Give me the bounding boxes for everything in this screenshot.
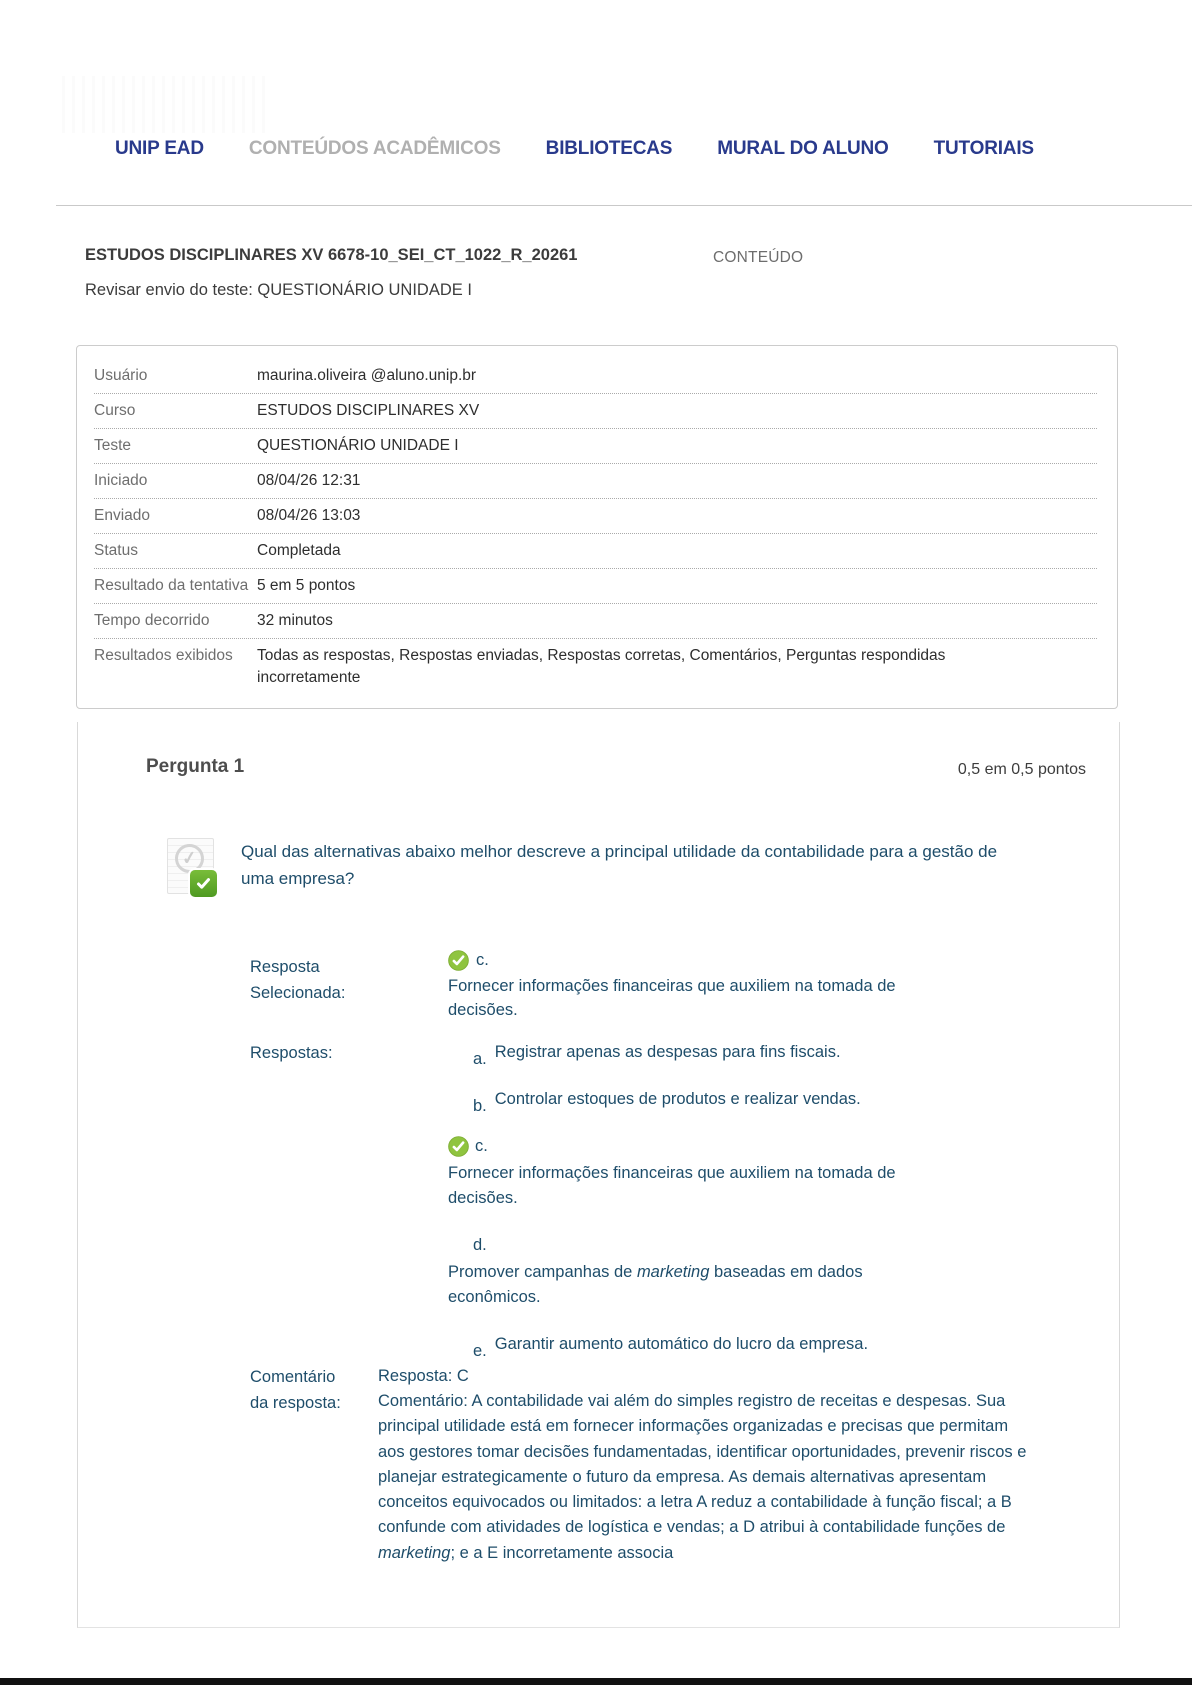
- summary-value: 5 em 5 pontos: [257, 577, 356, 594]
- nav-divider: [56, 205, 1192, 206]
- summary-label: Usuário: [94, 367, 148, 384]
- summary-label: Teste: [94, 437, 132, 454]
- top-navigation: [115, 138, 1034, 160]
- feedback-label: Comentário da resposta:: [250, 1368, 341, 1412]
- green-check-badge-icon: [190, 870, 217, 897]
- summary-row-usuario: [94, 359, 1097, 394]
- option-text: Garantir aumento automático do lucro da empresa.: [494, 1335, 869, 1353]
- question-1-panel: [77, 722, 1120, 1628]
- answers-label: Respostas:: [250, 1044, 333, 1062]
- unip-logo-placeholder: [62, 76, 267, 133]
- question-correct-icon: [164, 838, 218, 898]
- feedback-comment: [378, 1389, 1038, 1566]
- feedback-value: [378, 1364, 1038, 1566]
- summary-row-resultados-exibidos: [94, 639, 1097, 695]
- correct-check-icon: [448, 950, 469, 971]
- summary-value: 08/04/26 12:31: [257, 472, 361, 489]
- option-letter: b.: [473, 1097, 487, 1115]
- option-head: [448, 1134, 1008, 1159]
- summary-label: Enviado: [94, 507, 151, 524]
- selected-answer-head: [448, 950, 958, 971]
- answer-option-b: [448, 1087, 1008, 1115]
- option-head: [448, 1233, 1008, 1258]
- summary-label: Resultado da tentativa: [94, 577, 249, 594]
- correct-check-icon: [448, 1136, 469, 1157]
- summary-value: QUESTIONÁRIO UNIDADE I: [257, 437, 459, 454]
- answer-option-c-correct: [448, 1134, 1008, 1211]
- content-breadcrumb-link[interactable]: CONTEÚDO: [713, 249, 804, 266]
- nav-item-bibliotecas[interactable]: BIBLIOTECAS: [545, 138, 673, 159]
- summary-row-status: [94, 534, 1097, 569]
- nav-item-tutoriais[interactable]: TUTORIAIS: [933, 138, 1034, 159]
- answers-list: [448, 1040, 1008, 1379]
- answer-option-e: [448, 1332, 1008, 1360]
- summary-row-enviado: [94, 499, 1097, 534]
- answer-option-d: [448, 1233, 1008, 1310]
- selected-answer-letter: c.: [476, 951, 489, 969]
- summary-value: Todas as respostas, Respostas enviadas, Respostas corretas, Comentários, Perguntas respondidas incorretamente: [257, 647, 946, 686]
- summary-row-teste: [94, 429, 1097, 464]
- option-letter: c.: [475, 1137, 488, 1155]
- question-score: 0,5 em 0,5 pontos: [957, 761, 1086, 778]
- summary-value: maurina.oliveira @aluno.unip.br: [257, 367, 477, 384]
- option-letter: e.: [473, 1342, 487, 1360]
- feedback-comment-segment: Comentário: A contabilidade vai além do simples registro de receitas e despesas. Sua principal utilidade está em fornecer informações organizadas e precisas que permitam aos gestores tomar decisões fundamentadas, identificar oportunidades, prevenir riscos e planejar estrategicamente o futuro da empresa. As demais alternativas apresentam conceitos equivocados ou limitados: a letra A reduz a contabilidade à função fiscal; a B confunde com atividades de logística e vendas; a D atribui à contabilidade funções de: [378, 1392, 1027, 1537]
- selected-answer-label: Resposta Selecionada:: [250, 958, 346, 1002]
- nav-item-conteudos-academicos[interactable]: CONTEÚDOS ACADÊMICOS: [248, 138, 501, 159]
- circle-check-sketch-icon: ✓: [173, 842, 206, 875]
- option-letter: a.: [473, 1050, 487, 1068]
- selected-answer-value: [448, 950, 958, 1022]
- feedback-answer: Resposta: C: [378, 1367, 469, 1385]
- summary-label: Status: [94, 542, 138, 559]
- option-text-segment: Promover campanhas de: [448, 1263, 637, 1281]
- question-block: [164, 838, 1011, 898]
- option-text: [448, 1260, 958, 1310]
- option-text: Controlar estoques de produtos e realizar vendas.: [494, 1090, 861, 1108]
- answer-option-a: [448, 1040, 1008, 1068]
- summary-label: Curso: [94, 402, 136, 419]
- page-title: Revisar envio do teste: QUESTIONÁRIO UNIDADE I: [85, 281, 472, 299]
- summary-label: Resultados exibidos: [94, 647, 233, 664]
- nav-item-mural-do-aluno[interactable]: MURAL DO ALUNO: [717, 138, 889, 159]
- summary-value: Completada: [257, 542, 341, 559]
- summary-label: Iniciado: [94, 472, 148, 489]
- course-title: ESTUDOS DISCIPLINARES XV 6678-10_SEI_CT_1022_R_20261: [85, 246, 578, 264]
- summary-row-curso: [94, 394, 1097, 429]
- option-letter: d.: [473, 1236, 487, 1254]
- nav-item-unip-ead[interactable]: UNIP EAD: [115, 138, 204, 159]
- summary-row-tempo: [94, 604, 1097, 639]
- summary-row-resultado: [94, 569, 1097, 604]
- option-text: Registrar apenas as despesas para fins fiscais.: [494, 1043, 841, 1061]
- summary-value: 08/04/26 13:03: [257, 507, 361, 524]
- summary-label: Tempo decorrido: [94, 612, 210, 629]
- summary-value: 32 minutos: [257, 612, 333, 629]
- question-title: Pergunta 1: [146, 756, 245, 777]
- attempt-summary-panel: [76, 345, 1118, 709]
- selected-answer-text: Fornecer informações financeiras que auxiliem na tomada de decisões.: [448, 977, 896, 1019]
- footer-bar: [0, 1678, 1192, 1685]
- option-text: Fornecer informações financeiras que auxiliem na tomada de decisões.: [448, 1164, 896, 1207]
- feedback-comment-italic: marketing: [378, 1543, 451, 1562]
- option-text-italic: marketing: [636, 1263, 710, 1281]
- question-text: Qual das alternativas abaixo melhor descreve a principal utilidade da contabilidade para a gestão de uma empresa?: [241, 842, 998, 888]
- option-text-segment: baseadas em dados econômicos.: [448, 1263, 863, 1306]
- feedback-comment-segment: ; e a E incorretamente associa: [450, 1543, 674, 1562]
- summary-row-iniciado: [94, 464, 1097, 499]
- summary-value: ESTUDOS DISCIPLINARES XV: [257, 402, 480, 419]
